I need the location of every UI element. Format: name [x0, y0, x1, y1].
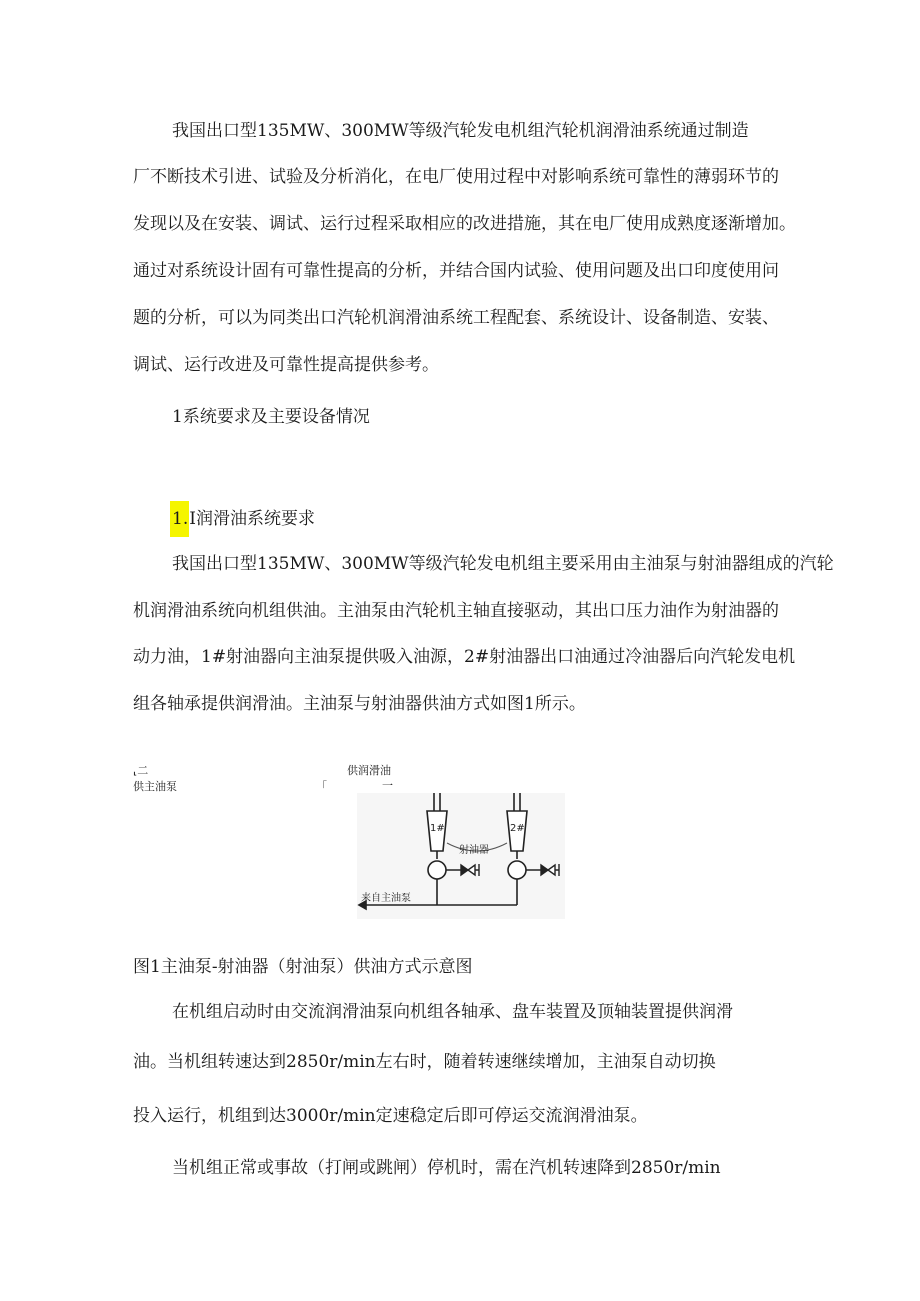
para3-line-1: 在机组启动时由交流润滑油泵向机组各轴承、盘车装置及顶轴装置提供润滑 [172, 1002, 733, 1022]
para2-line-2: 机润滑油系统向机组供油。主油泵由汽轮机主轴直接驱动，其出口压力油作为射油器的 [133, 601, 779, 621]
ejector-2-label: 2# [510, 823, 525, 834]
section-heading-1: 1系统要求及主要设备情况 [172, 407, 370, 427]
para4-line-1: 当机组正常或事故（打闸或跳闸）停机时，需在汽机转速降到2850r/min [172, 1158, 721, 1178]
para2-line-4: 组各轴承提供润滑油。主油泵与射油器供油方式如图1所示。 [133, 694, 586, 714]
figure-caption: 图1主油泵-射油器（射油泵）供油方式示意图 [133, 957, 473, 977]
highlight-mark: 1. [170, 501, 189, 537]
label-supply-main-pump: 供主油泵 [133, 780, 177, 793]
para1-line-1: 我国出口型135MW、300MW等级汽轮发电机组汽轮机润滑油系统通过制造 [172, 121, 749, 141]
from-main-pump-label: 来自主油泵 [361, 893, 411, 904]
para1-line-6: 调试、运行改进及可靠性提高提供参考。 [133, 355, 439, 375]
para1-line-4: 通过对系统设计固有可靠性提高的分析，并结合国内试验、使用问题及出口印度使用问 [133, 261, 779, 281]
figure-corner-mark: ⸤二 [133, 764, 149, 777]
label-supply-lube-oil: 供润滑油 [347, 764, 391, 777]
para3-line-2: 油。当机组转速达到2850r/min左右时，随着转速继续增加，主油泵自动切换 [133, 1052, 716, 1072]
para1-line-5: 题的分析，可以为同类出口汽轮机润滑油系统工程配套、系统设计、设备制造、安装、 [133, 308, 779, 328]
figure-dash-mark: 一 [382, 779, 393, 792]
para2-line-3: 动力油，1#射油器向主油泵提供吸入油源，2#射油器出口油通过冷油器后向汽轮发电机 [133, 647, 796, 667]
para1-line-2: 厂不断技术引进、试验及分析消化，在电厂使用过程中对影响系统可靠性的薄弱环节的 [133, 167, 779, 187]
ejector-name-label: 射油器 [459, 845, 489, 856]
section-heading-1-1 [172, 501, 315, 537]
heading-1-1-text: I润滑油系统要求 [189, 509, 315, 529]
ejector-diagram [357, 793, 565, 919]
ejector-1-label: 1# [430, 823, 445, 834]
para1-line-3: 发现以及在安装、调试、运行过程采取相应的改进措施，其在电厂使用成熟度逐渐增加。 [133, 214, 796, 234]
para3-line-3: 投入运行，机组到达3000r/min定速稳定后即可停运交流润滑油泵。 [133, 1106, 648, 1126]
para2-line-1: 我国出口型135MW、300MW等级汽轮发电机组主要采用由主油泵与射油器组成的汽轮 [172, 554, 834, 574]
figure-bracket-mark: 「 [316, 780, 327, 793]
